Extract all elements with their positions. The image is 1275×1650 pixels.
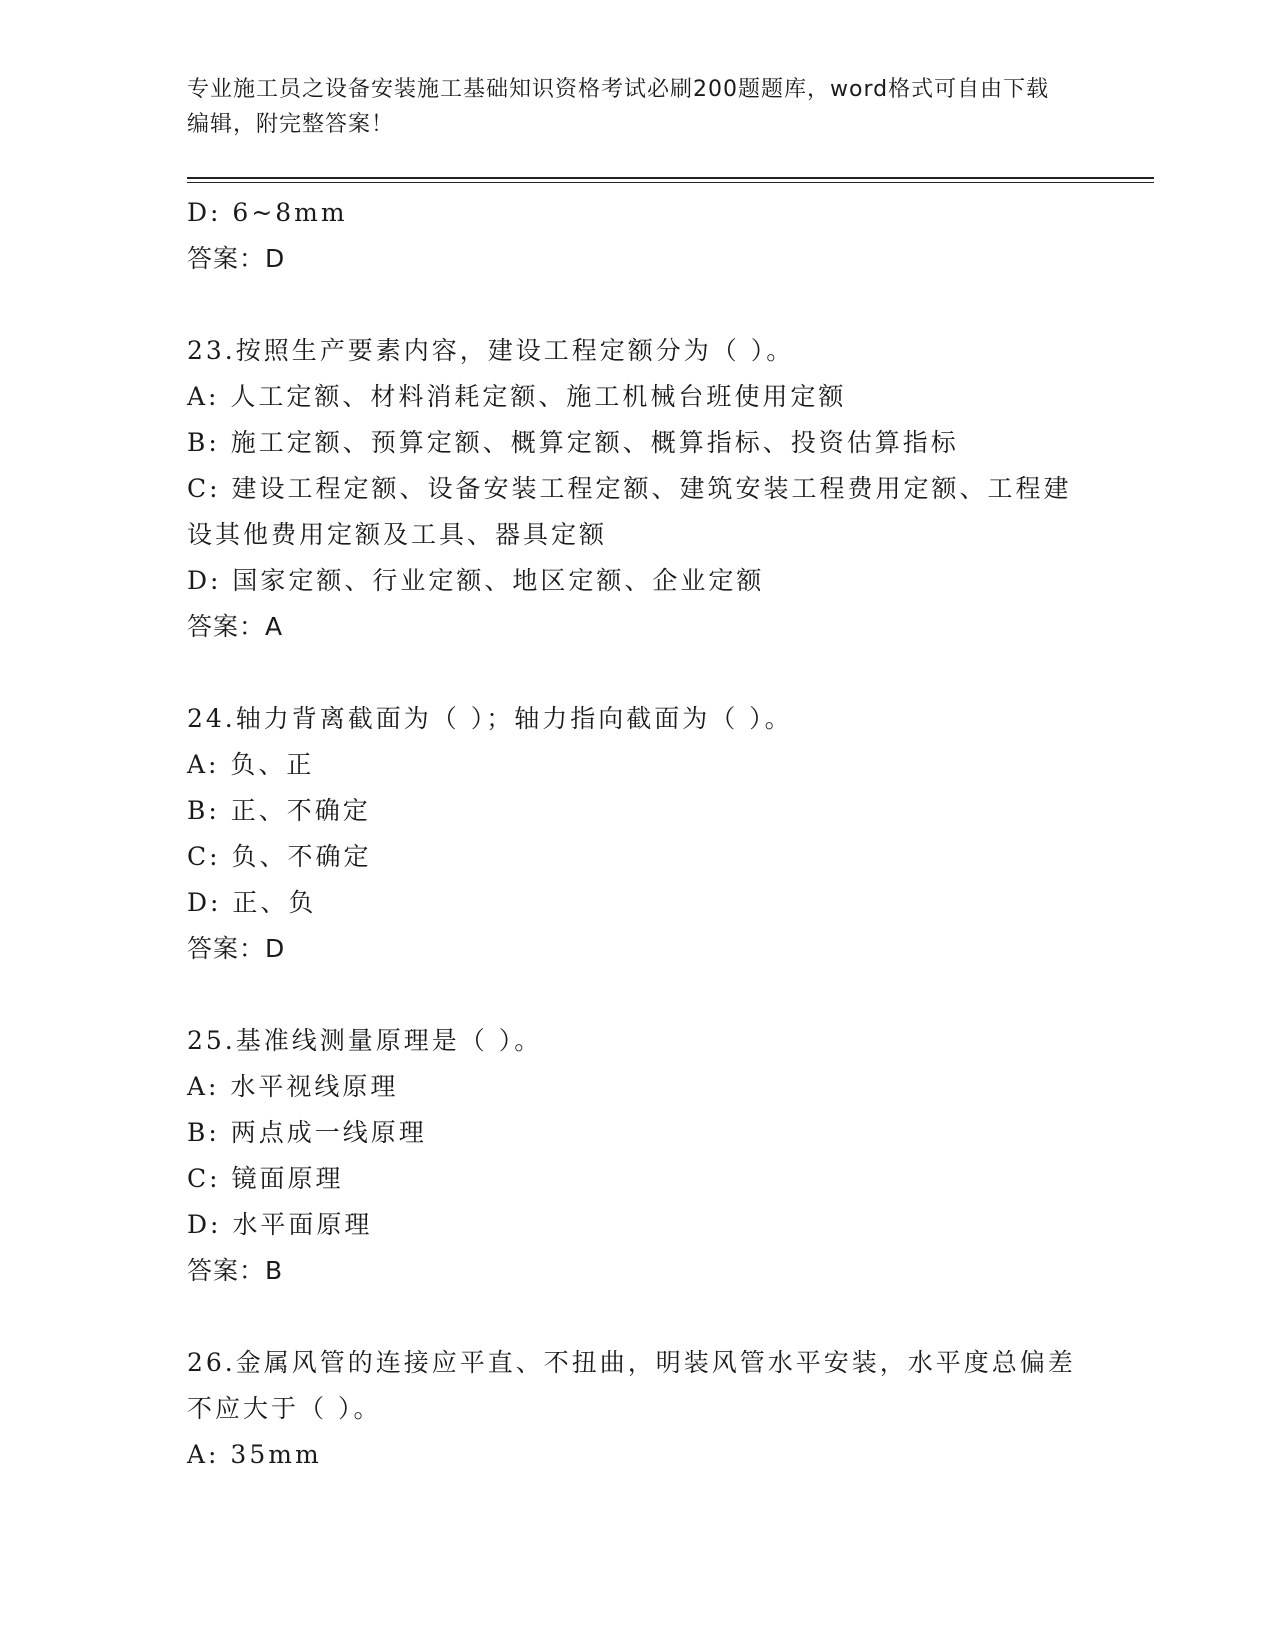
answer-line: 答案：D xyxy=(187,244,286,273)
option-b: B: 两点成一线原理 xyxy=(187,1118,427,1147)
document-title: 专业施工员之设备安装施工基础知识资格考试必刷200题题库，word格式可自由下载编辑，附完整答案！ xyxy=(187,77,1050,137)
question-stem: 25.基准线测量原理是（ ）。 xyxy=(187,1026,543,1055)
answer-line: 答案：A xyxy=(187,612,284,641)
option-c: C: 建设工程定额、设备安装工程定额、建筑安装工程费用定额、工程建设其他费用定额及工具、器具定额 xyxy=(187,474,1072,549)
option-d: D: 正、负 xyxy=(187,888,317,917)
option-a: A: 水平视线原理 xyxy=(187,1072,399,1101)
option-a: A: 人工定额、材料消耗定额、施工机械台班使用定额 xyxy=(187,382,847,411)
answer-line: 答案：D xyxy=(187,934,286,963)
option-d: D: 6~8mm xyxy=(187,198,348,227)
option-a: A: 35mm xyxy=(187,1440,322,1469)
question-stem: 24.轴力背离截面为（ ）；轴力指向截面为（ ）。 xyxy=(187,704,793,733)
question-25 xyxy=(187,1018,1077,1294)
option-b: B: 施工定额、预算定额、概算定额、概算指标、投资估算指标 xyxy=(187,428,959,457)
answer-line: 答案：B xyxy=(187,1256,284,1285)
page-header xyxy=(187,72,1067,142)
option-c: C: 负、不确定 xyxy=(187,842,372,871)
option-d: D: 水平面原理 xyxy=(187,1210,373,1239)
question-26 xyxy=(187,1340,1077,1478)
option-b: B: 正、不确定 xyxy=(187,796,371,825)
question-list xyxy=(187,190,1077,1478)
question-stem: 23.按照生产要素内容，建设工程定额分为（ ）。 xyxy=(187,336,795,365)
option-a: A: 负、正 xyxy=(187,750,315,779)
question-23 xyxy=(187,328,1077,650)
option-c: C: 镜面原理 xyxy=(187,1164,344,1193)
question-stem: 26.金属风管的连接应平直、不扭曲，明装风管水平安装，水平度总偏差不应大于（ ）。 xyxy=(187,1348,1076,1423)
question-24 xyxy=(187,696,1077,972)
header-divider xyxy=(187,177,1154,183)
option-d: D: 国家定额、行业定额、地区定额、企业定额 xyxy=(187,566,765,595)
